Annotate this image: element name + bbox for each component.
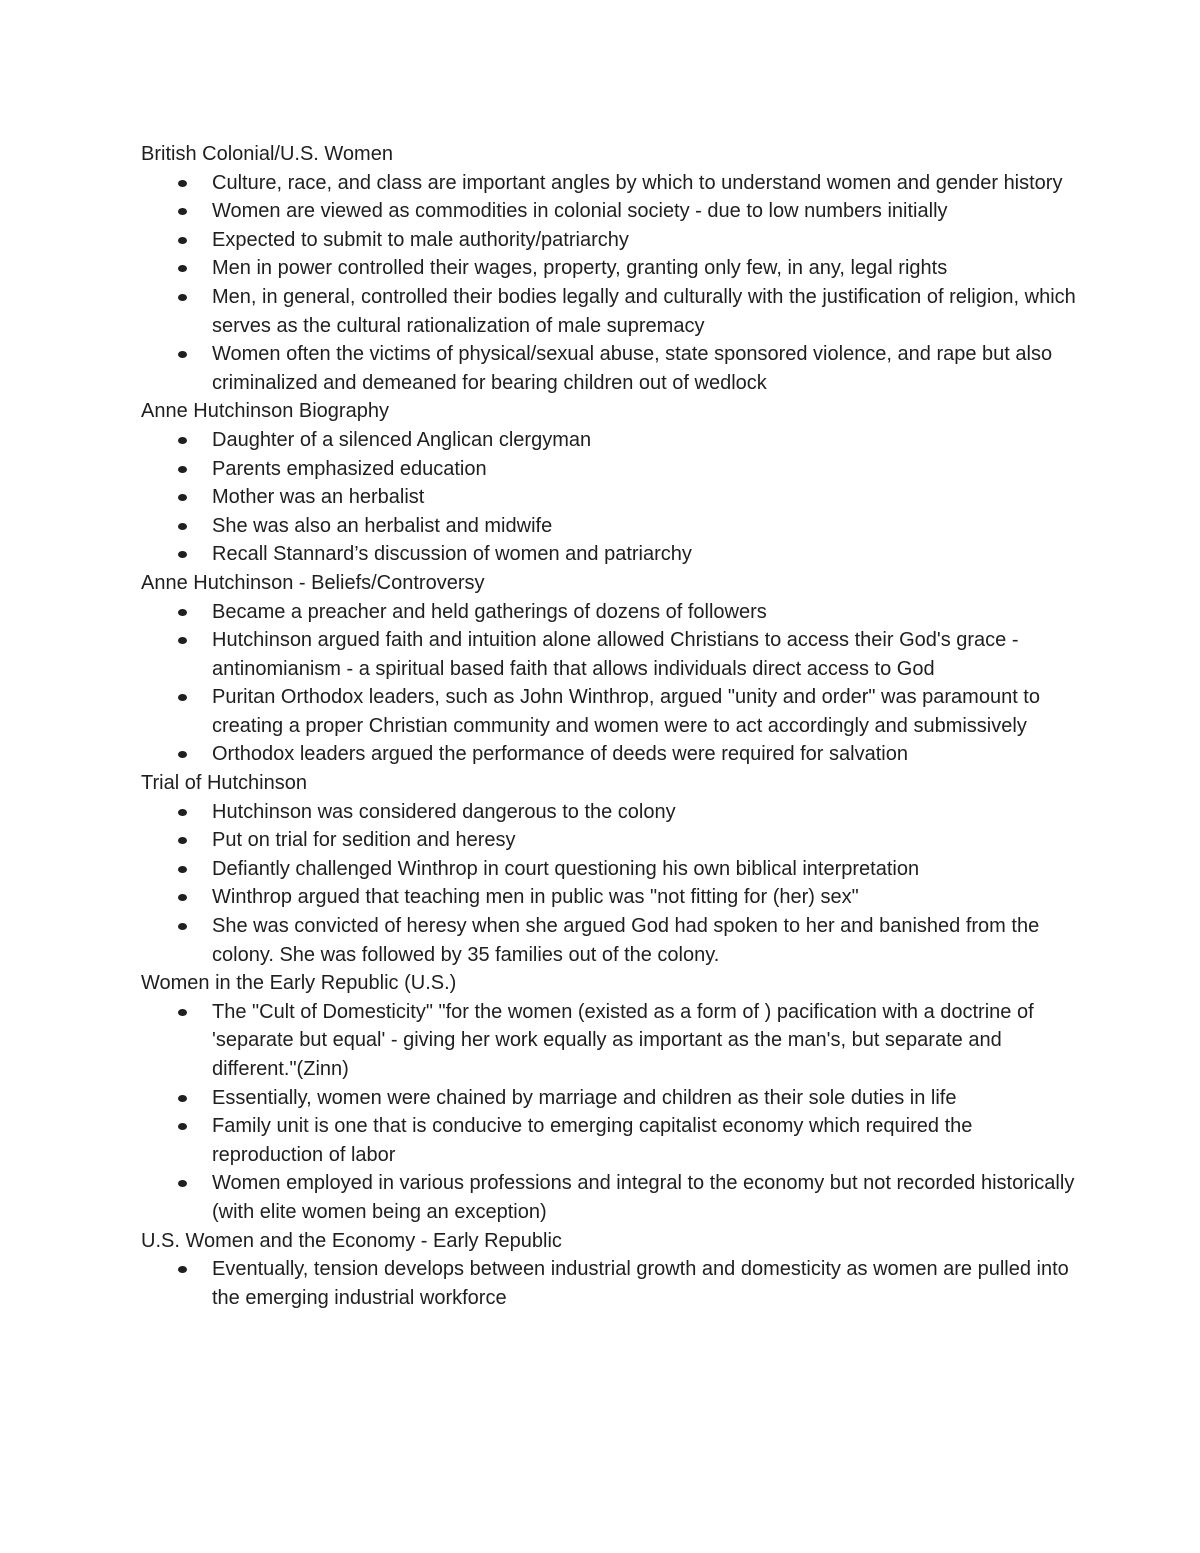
- section-early-republic: [141, 969, 1076, 1226]
- section-hutchinson-beliefs: [141, 569, 1076, 769]
- list-item-text: Women employed in various professions and integral to the economy but not recorded historically (with elite women being an exception): [212, 1172, 1075, 1223]
- bullet-icon: [178, 637, 187, 644]
- list-item-text: Daughter of a silenced Anglican clergyman: [212, 428, 592, 451]
- list-item: [141, 626, 1076, 683]
- list-item-text: Put on trial for sedition and heresy: [212, 829, 516, 852]
- list-item-text: Recall Stannard’s discussion of women and patriarchy: [212, 543, 692, 566]
- list-item: [141, 197, 1076, 226]
- list-item: [141, 798, 1076, 827]
- list-item: [141, 254, 1076, 283]
- bullet-list: [141, 169, 1076, 398]
- list-item: [141, 998, 1076, 1084]
- list-item: [141, 1169, 1076, 1226]
- list-item-text: Essentially, women were chained by marriage and children as their sole duties in life: [212, 1086, 957, 1109]
- section-hutchinson-biography: [141, 397, 1076, 569]
- list-item-text: She was convicted of heresy when she argued God had spoken to her and banished from the colony. She was followed by 35 families out of the colony.: [212, 915, 1040, 966]
- list-item: [141, 826, 1076, 855]
- list-item-text: She was also an herbalist and midwife: [212, 514, 553, 537]
- bullet-icon: [178, 1180, 187, 1187]
- bullet-icon: [178, 1009, 187, 1016]
- bullet-icon: [178, 1095, 187, 1102]
- bullet-icon: [178, 1123, 187, 1130]
- bullet-icon: [178, 523, 187, 530]
- list-item-text: The "Cult of Domesticity" "for the women (existed as a form of ) pacification with a doctrine of 'separate but equal' - giving her work equally as important as the man's, but separate and different."(Zinn): [212, 1000, 1034, 1080]
- bullet-icon: [178, 294, 187, 301]
- list-item: [141, 1112, 1076, 1169]
- list-item: [141, 169, 1076, 198]
- bullet-icon: [178, 866, 187, 873]
- list-item: [141, 226, 1076, 255]
- list-item-text: Orthodox leaders argued the performance of deeds were required for salvation: [212, 743, 908, 766]
- list-item: [141, 740, 1076, 769]
- list-item: [141, 883, 1076, 912]
- bullet-icon: [178, 894, 187, 901]
- list-item-text: Became a preacher and held gatherings of dozens of followers: [212, 600, 767, 623]
- section-heading: Anne Hutchinson - Beliefs/Controversy: [141, 571, 485, 594]
- list-item: [141, 540, 1076, 569]
- bullet-icon: [178, 551, 187, 558]
- list-item-text: Defiantly challenged Winthrop in court questioning his own biblical interpretation: [212, 857, 920, 880]
- list-item-text: Hutchinson was considered dangerous to the colony: [212, 800, 676, 823]
- list-item: [141, 912, 1076, 969]
- list-item-text: Men in power controlled their wages, property, granting only few, in any, legal rights: [212, 257, 948, 280]
- section-british-colonial: [141, 140, 1076, 397]
- bullet-list: [141, 598, 1076, 770]
- section-heading: British Colonial/U.S. Women: [141, 143, 393, 165]
- list-item: [141, 1084, 1076, 1113]
- list-item-text: Men, in general, controlled their bodies legally and culturally with the justification of religion, which serves as the cultural rationalization of male supremacy: [212, 285, 1076, 337]
- bullet-icon: [178, 1266, 187, 1273]
- bullet-icon: [178, 494, 187, 501]
- bullet-list: [141, 1255, 1076, 1312]
- list-item: [141, 283, 1076, 340]
- bullet-list: [141, 798, 1076, 970]
- list-item-text: Culture, race, and class are important angles by which to understand women and gender history: [212, 171, 1063, 194]
- list-item-text: Women often the victims of physical/sexual abuse, state sponsored violence, and rape but also criminalized and demeaned for bearing children out of wedlock: [212, 343, 1053, 394]
- bullet-list: [141, 426, 1076, 569]
- bullet-icon: [178, 437, 187, 444]
- section-heading: Trial of Hutchinson: [141, 772, 307, 795]
- list-item: [141, 455, 1076, 484]
- bullet-icon: [178, 208, 187, 215]
- list-item: [141, 855, 1076, 884]
- section-trial-of-hutchinson: [141, 769, 1076, 969]
- section-heading: Anne Hutchinson Biography: [141, 400, 389, 423]
- list-item-text: Winthrop argued that teaching men in public was "not fitting for (her) sex": [212, 886, 859, 909]
- list-item: [141, 512, 1076, 541]
- list-item-text: Hutchinson argued faith and intuition alone allowed Christians to access their God's grace - antinomianism - a spiritual based faith that allows individuals direct access to God: [212, 629, 1019, 680]
- list-item: [141, 683, 1076, 740]
- section-women-economy: [141, 1227, 1076, 1313]
- bullet-icon: [178, 609, 187, 616]
- bullet-icon: [178, 837, 187, 844]
- bullet-icon: [178, 265, 187, 272]
- bullet-icon: [178, 351, 187, 358]
- document-page: [141, 140, 1076, 1312]
- list-item-text: Mother was an herbalist: [212, 486, 425, 509]
- bullet-icon: [178, 751, 187, 758]
- list-item-text: Puritan Orthodox leaders, such as John Winthrop, argued "unity and order" was paramount to creating a proper Christian community and women were to act accordingly and submissively: [212, 686, 1040, 737]
- list-item-text: Eventually, tension develops between industrial growth and domesticity as women are pulled into the emerging industrial workforce: [212, 1258, 1069, 1309]
- bullet-icon: [178, 923, 187, 930]
- bullet-list: [141, 998, 1076, 1227]
- list-item: [141, 1255, 1076, 1312]
- list-item: [141, 598, 1076, 627]
- section-heading: Women in the Early Republic (U.S.): [141, 972, 457, 995]
- list-item-text: Women are viewed as commodities in colonial society - due to low numbers initially: [212, 200, 948, 223]
- bullet-icon: [178, 809, 187, 816]
- list-item-text: Expected to submit to male authority/patriarchy: [212, 228, 629, 251]
- list-item: [141, 483, 1076, 512]
- list-item: [141, 426, 1076, 455]
- bullet-icon: [178, 466, 187, 473]
- bullet-icon: [178, 237, 187, 244]
- list-item: [141, 340, 1076, 397]
- bullet-icon: [178, 694, 187, 701]
- section-heading: U.S. Women and the Economy - Early Republic: [141, 1229, 562, 1252]
- list-item-text: Parents emphasized education: [212, 457, 487, 480]
- bullet-icon: [178, 180, 187, 187]
- list-item-text: Family unit is one that is conducive to emerging capitalist economy which required the reproduction of labor: [212, 1115, 973, 1166]
